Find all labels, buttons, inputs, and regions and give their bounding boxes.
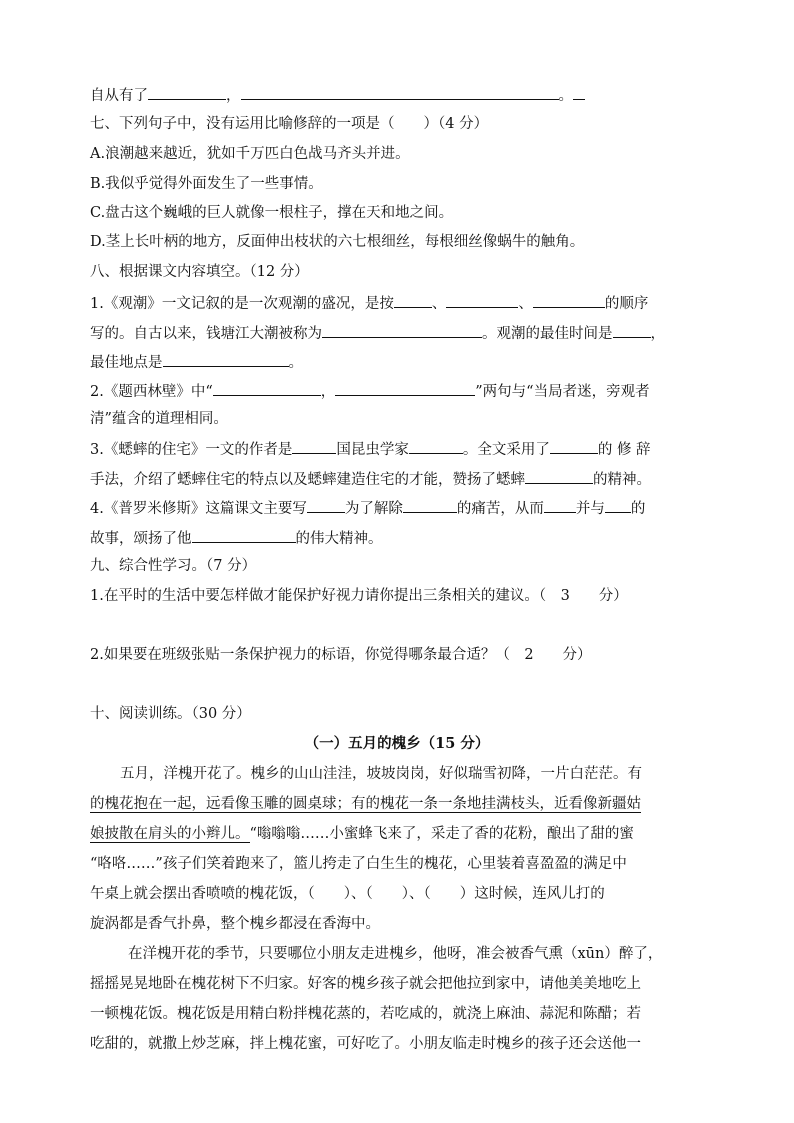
q9-item-1: 1.在平时的生活中要怎样做才能保护好视力请你提出三条相关的建议。（ 3 分）: [90, 588, 628, 604]
q7-title: 七、下列句子中，没有运用比喻修辞的一项是（ ）（4 分）: [90, 116, 489, 132]
q8-title: 八、根据课文内容填空。（12 分）: [90, 264, 309, 280]
text: 写的。自古以来，钱塘江大潮被称为: [90, 326, 322, 342]
blank[interactable]: [192, 527, 296, 543]
q8-item-4-line1: [90, 497, 645, 519]
text: ，: [320, 384, 336, 400]
text: 为了解除: [344, 501, 403, 517]
q7-option-a: A.浪潮越来越近，犹如千万匹白色战马齐头并进。: [90, 146, 410, 162]
q8-item-3-line2: [90, 468, 651, 490]
text: 、: [518, 296, 533, 312]
text: 。: [558, 88, 573, 104]
underlined-text: 娘披散在肩头的小辫儿。: [90, 826, 250, 842]
text: 国昆虫学家: [336, 442, 409, 458]
passage-p1-line4: “咯咯……”孩子们笑着跑来了，篮儿挎走了白生生的槐花，心里装着喜盈盈的满足中: [90, 856, 627, 872]
blank[interactable]: [573, 84, 585, 100]
passage-p1-line2: [90, 794, 641, 814]
passage-p2-line4: 吃甜的，就撒上炒芝麻，拌上槐花蜜，可好吃了。小朋友临走时槐乡的孩子还会送他一: [90, 1036, 641, 1052]
blank[interactable]: [307, 497, 345, 513]
text: 。全文采用了: [462, 442, 550, 458]
text: ，: [226, 88, 241, 104]
q8-item-1-line3: [90, 351, 303, 373]
text: 的精神。: [593, 472, 651, 488]
text: 并与: [575, 501, 605, 517]
text: 的 修 辞: [597, 442, 651, 458]
text: 。观潮的最佳时间是: [482, 326, 613, 342]
blank[interactable]: [163, 351, 289, 367]
blank[interactable]: [241, 84, 559, 100]
text: 、: [431, 296, 447, 312]
text: 的伟大精神。: [295, 531, 383, 547]
blank[interactable]: [335, 380, 475, 396]
fill-line-top: [90, 84, 585, 106]
q8-item-3-line1: [90, 438, 651, 460]
blank[interactable]: [409, 438, 463, 454]
passage-p1-line1: 五月，洋槐开花了。槐乡的山山洼洼，坡坡岗岗，好似瑞雪初降，一片白茫茫。有: [120, 766, 642, 782]
text: 。: [288, 355, 303, 371]
text: 的痛苦，从而: [456, 501, 544, 517]
q7-option-b: B.我似乎觉得外面发生了一些事情。: [90, 176, 323, 192]
q8-item-1-line2: [90, 322, 665, 344]
q8-item-2-line1: [90, 380, 650, 402]
underlined-text: 的槐花抱在一起，远看像玉雕的圆桌球；有的槐花一条一条地挂满枝头，近看像新疆姑: [90, 796, 641, 812]
text: 1.《观潮》一文记叙的是一次观潮的盛况，是按: [90, 296, 394, 312]
text: 自从有了: [90, 88, 148, 104]
blank[interactable]: [148, 84, 226, 100]
blank[interactable]: [394, 292, 432, 308]
text: 2.《题西林壁》中“: [90, 384, 213, 400]
blank[interactable]: [322, 322, 482, 338]
q8-item-2-line2: 清”蕴含的道理相同。: [90, 411, 228, 427]
blank[interactable]: [403, 497, 457, 513]
text: 4.《普罗米修斯》这篇课文主要写: [90, 501, 307, 517]
passage-title: （一）五月的槐乡（15 分）: [304, 735, 490, 752]
blank[interactable]: [550, 438, 598, 454]
passage-p2-line3: 一顿槐花饭。槐花饭是用精白粉拌槐花蒸的，若吃咸的，就浇上麻油、蒜泥和陈醋；若: [90, 1006, 641, 1022]
blank[interactable]: [446, 292, 518, 308]
q9-title: 九、综合性学习。（7 分）: [90, 558, 257, 574]
passage-p2-line2: 摇摇晃晃地卧在槐花树下不归家。好客的槐乡孩子就会把他拉到家中，请他美美地吃上: [90, 976, 641, 992]
blank[interactable]: [525, 468, 593, 484]
q8-item-1-line1: [90, 292, 648, 314]
text: 的: [630, 501, 646, 517]
text: “嗡嗡嗡……小蜜蜂飞来了，采走了香的花粉，酿出了甜的蜜: [249, 826, 634, 842]
blank[interactable]: [544, 497, 576, 513]
blank[interactable]: [605, 497, 631, 513]
q8-item-4-line2: [90, 527, 383, 549]
text: 的顺序: [604, 296, 649, 312]
text: 最佳地点是: [90, 355, 163, 371]
blank[interactable]: [292, 438, 336, 454]
blank[interactable]: [533, 292, 605, 308]
q7-option-c: C.盘古这个巍峨的巨人就像一根柱子，撑在天和地之间。: [90, 205, 454, 221]
blank[interactable]: [613, 322, 651, 338]
q10-title: 十、阅读训练。（30 分）: [90, 706, 251, 722]
q9-item-2: 2.如果要在班级张贴一条保护视力的标语，你觉得哪条最合适？（ 2 分）: [90, 647, 592, 663]
text: 故事，颂扬了他: [90, 531, 192, 547]
text: ”两句与“当局者迷，旁观者: [475, 384, 650, 400]
blank[interactable]: [213, 380, 321, 396]
passage-p2-line1: 在洋槐开花的季节，只要哪位小朋友走进槐乡，他呀，准会被香气熏（xūn）醉了，: [128, 946, 663, 962]
text: ，: [650, 326, 665, 342]
passage-p1-line5: 午桌上就会摆出香喷喷的槐花饭，（ ）、（ ）、（ ）这时候，连风儿打的: [90, 886, 605, 902]
text: 手法，介绍了蟋蟀住宅的特点以及蟋蟀建造住宅的才能，赞扬了蟋蟀: [90, 472, 525, 488]
passage-p1-line6: 旋涡都是香气扑鼻，整个槐乡都浸在香海中。: [90, 916, 380, 932]
passage-p1-line3: [90, 824, 634, 844]
q7-option-d: D.茎上长叶柄的地方，反面伸出枝状的六七根细丝，每根细丝像蜗牛的触角。: [90, 234, 585, 250]
text: 3.《蟋蟀的住宅》一文的作者是: [90, 442, 293, 458]
